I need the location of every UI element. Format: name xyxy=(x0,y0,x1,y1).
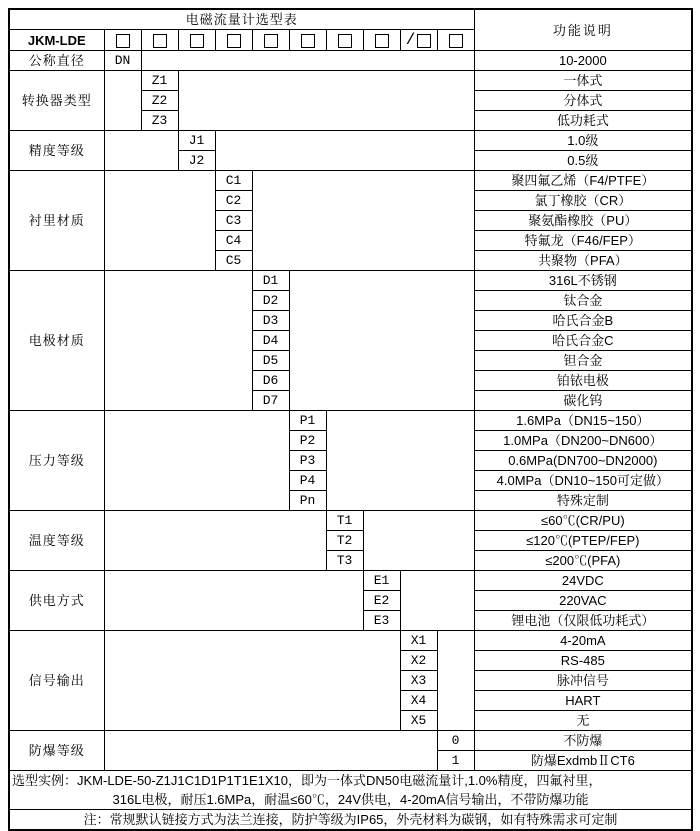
spacer-cell xyxy=(104,171,215,271)
category-label: 转换器类型 xyxy=(9,71,104,131)
option-row xyxy=(9,411,692,431)
option-row xyxy=(9,51,692,71)
function-description: 316L不锈钢 xyxy=(474,271,692,291)
checkbox-icon xyxy=(449,34,463,48)
model-digit-cell-5 xyxy=(252,30,289,51)
code-cell: D6 xyxy=(252,371,289,391)
code-cell: D7 xyxy=(252,391,289,411)
example-line-2: 316L电极，耐压1.6MPa，耐温≤60℃，24V供电，4-20mA信号输出，不带防爆功能 xyxy=(112,792,589,808)
spacer-cell xyxy=(289,271,474,411)
function-description: 220VAC xyxy=(474,591,692,611)
function-description: 钽合金 xyxy=(474,351,692,371)
category-label: 压力等级 xyxy=(9,411,104,511)
checkbox-icon xyxy=(264,34,278,48)
function-description: 锂电池（仅限低功耗式） xyxy=(474,611,692,631)
code-cell: C3 xyxy=(215,211,252,231)
spacer-cell xyxy=(437,631,474,731)
spacer-cell xyxy=(104,731,437,771)
option-row xyxy=(9,131,692,151)
checkbox-icon xyxy=(417,34,431,48)
function-description: 4.0MPa（DN10~150可定做） xyxy=(474,471,692,491)
category-label: 防爆等级 xyxy=(9,731,104,771)
model-digit-cell-3 xyxy=(178,30,215,51)
function-description: 1.0级 xyxy=(474,131,692,151)
function-description: HART xyxy=(474,691,692,711)
slash-separator: / xyxy=(405,31,416,50)
checkbox-icon xyxy=(338,34,352,48)
model-digit-cell-2 xyxy=(141,30,178,51)
code-cell: T3 xyxy=(326,551,363,571)
selection-example xyxy=(9,771,692,810)
function-description: 哈氏合金C xyxy=(474,331,692,351)
code-cell: X1 xyxy=(400,631,437,651)
checkbox-icon xyxy=(227,34,241,48)
function-description: 碳化钨 xyxy=(474,391,692,411)
function-description: 脉冲信号 xyxy=(474,671,692,691)
code-cell: Z2 xyxy=(141,91,178,111)
code-cell: C2 xyxy=(215,191,252,211)
category-label: 电极材质 xyxy=(9,271,104,411)
category-label: 信号输出 xyxy=(9,631,104,731)
function-description: 聚四氟乙烯（F4/PTFE） xyxy=(474,171,692,191)
code-cell: P2 xyxy=(289,431,326,451)
code-cell: Pn xyxy=(289,491,326,511)
function-description: 不防爆 xyxy=(474,731,692,751)
spacer-cell xyxy=(104,71,141,131)
model-digit-cell-10 xyxy=(437,30,474,51)
function-description: ≤200℃(PFA) xyxy=(474,551,692,571)
spacer-cell xyxy=(141,51,474,71)
function-description: 氯丁橡胶（CR） xyxy=(474,191,692,211)
option-row xyxy=(9,631,692,651)
category-label: 供电方式 xyxy=(9,571,104,631)
code-cell: X2 xyxy=(400,651,437,671)
function-description: 4-20mA xyxy=(474,631,692,651)
option-row xyxy=(9,271,692,291)
code-cell: Z1 xyxy=(141,71,178,91)
note-row xyxy=(9,810,692,831)
code-cell: D4 xyxy=(252,331,289,351)
function-description: RS-485 xyxy=(474,651,692,671)
code-cell: C4 xyxy=(215,231,252,251)
code-cell: C5 xyxy=(215,251,252,271)
table-title: 电磁流量计选型表 xyxy=(9,9,474,30)
model-digit-cell-7 xyxy=(326,30,363,51)
function-description: 24VDC xyxy=(474,571,692,591)
code-cell: P3 xyxy=(289,451,326,471)
function-description: 无 xyxy=(474,711,692,731)
flowmeter-selection-sheet xyxy=(0,8,700,828)
code-cell: T1 xyxy=(326,511,363,531)
spacer-cell xyxy=(104,571,363,631)
model-digit-cell-4 xyxy=(215,30,252,51)
checkbox-icon xyxy=(190,34,204,48)
model-digit-cell-1 xyxy=(104,30,141,51)
spacer-cell xyxy=(104,271,252,411)
function-description: ≤60℃(CR/PU) xyxy=(474,511,692,531)
function-description: ≤120℃(PTEP/FEP) xyxy=(474,531,692,551)
model-digit-cell-6 xyxy=(289,30,326,51)
option-row xyxy=(9,731,692,751)
checkbox-icon xyxy=(301,34,315,48)
spacer-cell xyxy=(326,411,474,511)
option-row xyxy=(9,71,692,91)
code-cell: X5 xyxy=(400,711,437,731)
function-description: 聚氨酯橡胶（PU） xyxy=(474,211,692,231)
spacer-cell xyxy=(363,511,474,571)
model-digit-cell-9 xyxy=(400,30,437,51)
function-description: 1.6MPa（DN15~150） xyxy=(474,411,692,431)
code-cell: E3 xyxy=(363,611,400,631)
code-cell: C1 xyxy=(215,171,252,191)
footnote: 注：常规默认链接方式为法兰连接，防护等级为IP65，外壳材料为碳钢，如有特殊需求可定制 xyxy=(9,810,692,831)
function-description: 钛合金 xyxy=(474,291,692,311)
selection-example-row xyxy=(9,771,692,810)
function-description-header: 功能说明 xyxy=(474,9,692,51)
function-description: 一体式 xyxy=(474,71,692,91)
spacer-cell xyxy=(104,631,400,731)
category-label: 精度等级 xyxy=(9,131,104,171)
checkbox-icon xyxy=(375,34,389,48)
code-cell: DN xyxy=(104,51,141,71)
checkbox-icon xyxy=(116,34,130,48)
function-description: 分体式 xyxy=(474,91,692,111)
example-line-1: 选型实例：JKM-LDE-50-Z1J1C1D1P1T1E1X10，即为一体式DN50电磁流量计,1.0%精度，四氟衬里， xyxy=(12,773,602,789)
spacer-cell xyxy=(215,131,474,171)
function-description: 防爆ExdmbⅡCT6 xyxy=(474,751,692,771)
category-label: 温度等级 xyxy=(9,511,104,571)
code-cell: D5 xyxy=(252,351,289,371)
code-cell: 0 xyxy=(437,731,474,751)
spacer-cell xyxy=(104,411,289,511)
function-description: 哈氏合金B xyxy=(474,311,692,331)
option-row xyxy=(9,171,692,191)
function-description: 铂铱电极 xyxy=(474,371,692,391)
code-cell: T2 xyxy=(326,531,363,551)
spacer-cell xyxy=(252,171,474,271)
option-row xyxy=(9,571,692,591)
model-prefix: JKM-LDE xyxy=(9,30,104,51)
code-cell: D2 xyxy=(252,291,289,311)
spacer-cell xyxy=(400,571,474,631)
function-description: 0.6MPa(DN700~DN2000) xyxy=(474,451,692,471)
code-cell: J2 xyxy=(178,151,215,171)
model-digit-cell-8 xyxy=(363,30,400,51)
title-row xyxy=(9,9,692,30)
code-cell: Z3 xyxy=(141,111,178,131)
code-cell: X4 xyxy=(400,691,437,711)
spacer-cell xyxy=(178,71,474,131)
code-cell: D3 xyxy=(252,311,289,331)
code-cell: J1 xyxy=(178,131,215,151)
code-cell: P4 xyxy=(289,471,326,491)
spacer-cell xyxy=(104,511,326,571)
code-cell: P1 xyxy=(289,411,326,431)
code-cell: X3 xyxy=(400,671,437,691)
selection-table xyxy=(8,8,693,831)
code-cell: 1 xyxy=(437,751,474,771)
spacer-cell xyxy=(104,131,178,171)
function-description: 0.5级 xyxy=(474,151,692,171)
code-cell: E1 xyxy=(363,571,400,591)
option-row xyxy=(9,511,692,531)
function-description: 1.0MPa（DN200~DN600） xyxy=(474,431,692,451)
function-description: 低功耗式 xyxy=(474,111,692,131)
function-description: 10-2000 xyxy=(474,51,692,71)
function-description: 特氟龙（F46/FEP） xyxy=(474,231,692,251)
function-description: 共聚物（PFA） xyxy=(474,251,692,271)
checkbox-icon xyxy=(153,34,167,48)
category-label: 公称直径 xyxy=(9,51,104,71)
function-description: 特殊定制 xyxy=(474,491,692,511)
code-cell: D1 xyxy=(252,271,289,291)
code-cell: E2 xyxy=(363,591,400,611)
category-label: 衬里材质 xyxy=(9,171,104,271)
